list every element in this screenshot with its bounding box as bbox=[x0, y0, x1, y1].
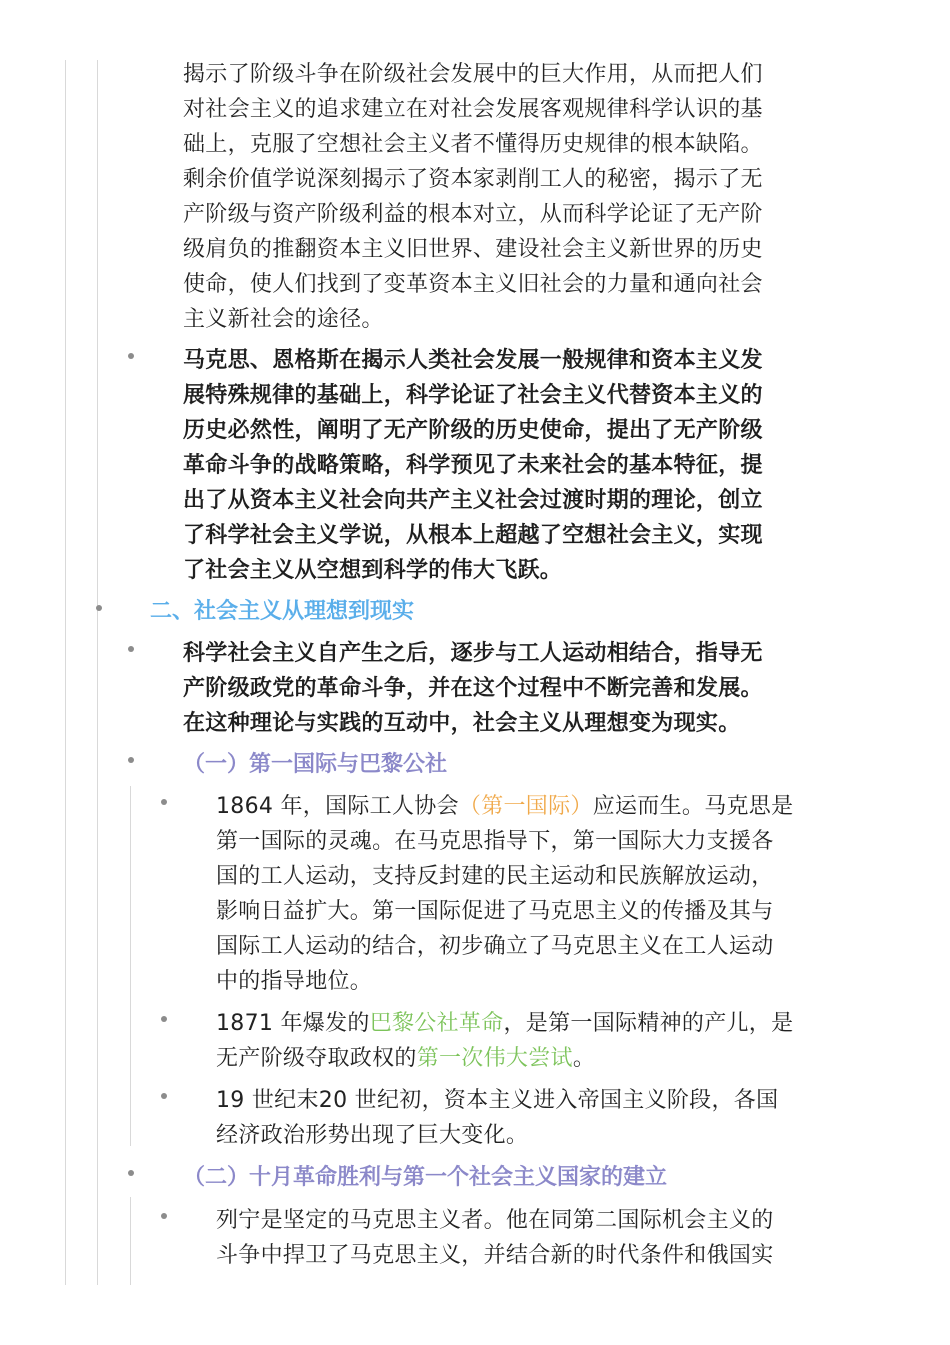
intro-line: 础上，克服了空想社会主义者不懂得历史规律的根本缺陷。 bbox=[183, 132, 763, 157]
summary-line: 出了从资本主义社会向共产主义社会过渡时期的理论，创立 bbox=[183, 488, 763, 513]
summary-line: 革命斗争的战略策略，科学预见了未来社会的基本特征，提 bbox=[183, 453, 763, 478]
outline-guide-line bbox=[130, 786, 131, 1146]
list-item-line: 19 世纪末20 世纪初，资本主义进入帝国主义阶段，各国 bbox=[216, 1088, 779, 1113]
intro-line: 使命，使人们找到了变革资本主义旧社会的力量和通向社会 bbox=[183, 272, 763, 297]
text-segment: ，是第一国际精神的产儿，是 bbox=[503, 1011, 794, 1036]
summary-line: 展特殊规律的基础上，科学论证了社会主义代替资本主义的 bbox=[183, 383, 763, 408]
bullet-dot bbox=[161, 1093, 167, 1099]
summary-line: 马克思、恩格斯在揭示人类社会发展一般规律和资本主义发 bbox=[183, 348, 763, 373]
bullet-dot bbox=[128, 757, 134, 763]
text-segment: 无产阶级夺取政权的 bbox=[216, 1046, 417, 1071]
section-intro-paragraph bbox=[183, 636, 763, 741]
subsection-heading: （一）第一国际与巴黎公社 bbox=[183, 752, 448, 777]
bullet-dot bbox=[161, 1213, 167, 1219]
bullet-dot bbox=[128, 353, 134, 359]
intro-line: 产阶级与资产阶级利益的根本对立，从而科学论证了无产阶 bbox=[183, 202, 763, 227]
summary-line: 了社会主义从空想到科学的伟大飞跃。 bbox=[183, 558, 563, 583]
text-segment: 应运而生。马克思是 bbox=[592, 794, 794, 819]
highlight-paris-commune: 巴黎公社革命 bbox=[369, 1011, 504, 1036]
intro-paragraph bbox=[183, 57, 763, 337]
outline-guide-line bbox=[97, 60, 98, 1285]
intro-line: 主义新社会的途径。 bbox=[183, 307, 384, 332]
intro-line: 剩余价值学说深刻揭示了资本家剥削工人的秘密，揭示了无 bbox=[183, 167, 763, 192]
text-segment: 1871 年爆发的 bbox=[216, 1011, 370, 1036]
list-item-line: 国际工人运动的结合，初步确立了马克思主义在工人运动 bbox=[216, 934, 774, 959]
bullet-dot bbox=[161, 799, 167, 805]
list-item-line: 国的工人运动，支持反封建的民主运动和民族解放运动， bbox=[216, 864, 774, 889]
highlight-first-great-attempt: 第一次伟大尝试 bbox=[416, 1046, 573, 1071]
bullet-dot bbox=[161, 1016, 167, 1022]
list-item-line bbox=[216, 1041, 793, 1076]
list-item bbox=[216, 1006, 793, 1076]
list-item-line: 经济政治形势出现了巨大变化。 bbox=[216, 1123, 529, 1148]
section-intro-line: 科学社会主义自产生之后，逐步与工人运动相结合，指导无 bbox=[183, 641, 763, 666]
list-item-line bbox=[216, 1006, 793, 1041]
intro-line: 揭示了阶级斗争在阶级社会发展中的巨大作用，从而把人们 bbox=[183, 62, 763, 87]
intro-line: 级肩负的推翻资本主义旧世界、建设社会主义新世界的历史 bbox=[183, 237, 763, 262]
list-item bbox=[216, 789, 793, 999]
list-item-line: 影响日益扩大。第一国际促进了马克思主义的传播及其与 bbox=[216, 899, 774, 924]
outline-guide-line bbox=[65, 60, 66, 1285]
bullet-dot bbox=[128, 646, 134, 652]
summary-paragraph bbox=[183, 343, 763, 588]
outline-guide-line bbox=[130, 1197, 131, 1285]
highlight-first-international: （第一国际） bbox=[458, 794, 593, 819]
list-item-line: 斗争中捍卫了马克思主义，并结合新的时代条件和俄国实 bbox=[216, 1243, 774, 1268]
bullet-dot bbox=[128, 1170, 134, 1176]
section-heading: 二、社会主义从理想到现实 bbox=[150, 599, 415, 624]
summary-line: 了科学社会主义学说，从根本上超越了空想社会主义，实现 bbox=[183, 523, 763, 548]
list-item-line: 列宁是坚定的马克思主义者。他在同第二国际机会主义的 bbox=[216, 1208, 774, 1233]
summary-line: 历史必然性，阐明了无产阶级的历史使命，提出了无产阶级 bbox=[183, 418, 763, 443]
text-segment: 1864 年，国际工人协会 bbox=[216, 794, 459, 819]
list-item bbox=[216, 1203, 774, 1273]
intro-line: 对社会主义的追求建立在对社会发展客观规律科学认识的基 bbox=[183, 97, 763, 122]
section-intro-line: 产阶级政党的革命斗争，并在这个过程中不断完善和发展。 bbox=[183, 676, 763, 701]
text-segment: 。 bbox=[572, 1046, 596, 1071]
list-item-line bbox=[216, 789, 793, 824]
list-item-line: 中的指导地位。 bbox=[216, 969, 373, 994]
section-intro-line: 在这种理论与实践的互动中，社会主义从理想变为现实。 bbox=[183, 711, 741, 736]
list-item-line: 第一国际的灵魂。在马克思指导下，第一国际大力支援各 bbox=[216, 829, 774, 854]
subsection-heading: （二）十月革命胜利与第一个社会主义国家的建立 bbox=[183, 1165, 668, 1190]
list-item bbox=[216, 1083, 778, 1153]
bullet-dot bbox=[96, 605, 102, 611]
